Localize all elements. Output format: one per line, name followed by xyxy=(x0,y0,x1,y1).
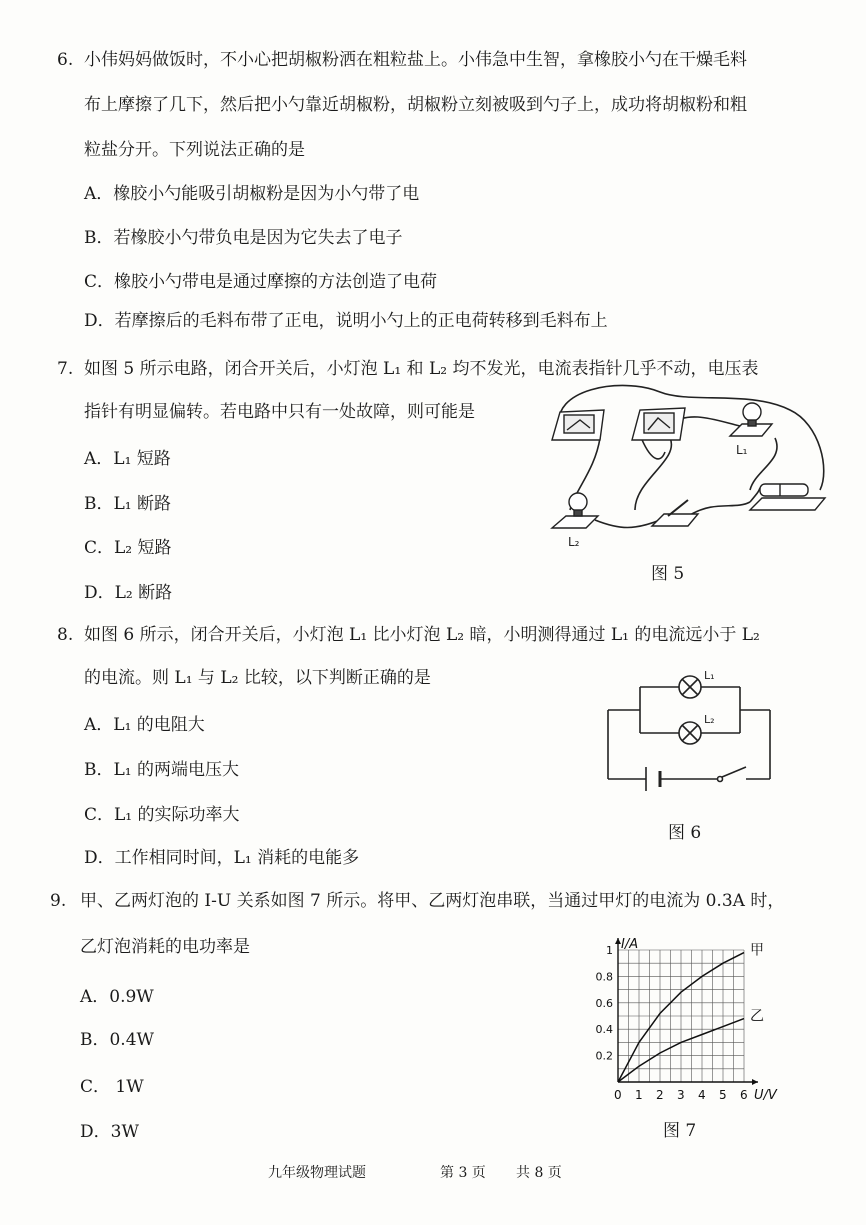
x-tick-label: 5 xyxy=(719,1088,727,1102)
footer-subject: 九年级物理试题 xyxy=(268,1165,366,1181)
lamp-l1-icon xyxy=(679,676,701,698)
question-8-option-b[interactable]: B．L₁ 的两端电压大 xyxy=(84,760,240,780)
figure-7-chart xyxy=(585,922,790,1107)
x-tick-label: 3 xyxy=(677,1088,685,1102)
x-axis-arrow xyxy=(752,1079,758,1085)
x-tick-label: 4 xyxy=(698,1088,706,1102)
question-7-option-a[interactable]: A．L₁ 短路 xyxy=(84,449,171,469)
figure-6-label-l1: L₁ xyxy=(704,669,715,682)
switch-icon xyxy=(652,500,698,526)
question-7-number: 7. xyxy=(57,359,74,379)
figure-5-label-l2: L₂ xyxy=(568,535,580,549)
bulb-l1-icon xyxy=(730,403,772,436)
chart-series xyxy=(618,943,764,1082)
question-7-option-c[interactable]: C．L₂ 短路 xyxy=(84,538,172,558)
question-9-option-d[interactable]: D．3W xyxy=(80,1122,139,1142)
question-7-line-1: 如图 5 所示电路，闭合开关后，小灯泡 L₁ 和 L₂ 均不发光，电流表指针几乎不动，电压表 xyxy=(84,359,759,379)
voltmeter-icon xyxy=(632,408,685,440)
switch-symbol-icon xyxy=(718,767,747,782)
x-axis-label: U/V xyxy=(754,1088,777,1103)
y-tick-label: 0.6 xyxy=(595,996,613,1010)
y-tick-label: 1 xyxy=(606,944,613,957)
series-label-0: 甲 xyxy=(750,942,764,959)
lamp-l2-icon xyxy=(679,722,701,744)
x-tick-label: 2 xyxy=(656,1088,664,1102)
question-9-number: 9. xyxy=(50,891,67,911)
bulb-l2-icon xyxy=(552,493,598,528)
x-tick-label: 0 xyxy=(614,1088,622,1102)
question-8-line-1: 如图 6 所示，闭合开关后，小灯泡 L₁ 比小灯泡 L₂ 暗，小明测得通过 L₁ 的电流远小于 L₂ xyxy=(84,625,760,645)
figure-6-caption: 图 6 xyxy=(668,823,702,843)
question-8-option-c[interactable]: C．L₁ 的实际功率大 xyxy=(84,805,240,825)
figure-6-schematic xyxy=(600,665,780,795)
question-6-line-2: 布上摩擦了几下，然后把小勺靠近胡椒粉，胡椒粉立刻被吸到勺子上，成功将胡椒粉和粗 xyxy=(84,95,747,115)
figure-5-label-l1: L₁ xyxy=(736,443,748,457)
question-6-option-d[interactable]: D．若摩擦后的毛料布带了正电，说明小勺上的正电荷转移到毛料布上 xyxy=(84,311,608,331)
figure-6-label-l2: L₂ xyxy=(704,713,715,726)
figure-5-caption: 图 5 xyxy=(651,564,685,584)
figure-7-caption: 图 7 xyxy=(663,1121,697,1141)
question-9-line-2: 乙灯泡消耗的电功率是 xyxy=(80,937,250,957)
footer-total: 共 8 页 xyxy=(516,1165,562,1181)
y-tick-label: 0.4 xyxy=(595,1023,613,1037)
y-tick-label: 0.2 xyxy=(595,1049,613,1063)
x-tick-label: 6 xyxy=(740,1088,748,1102)
question-6-number: 6. xyxy=(57,50,74,70)
question-8-option-d[interactable]: D．工作相同时间，L₁ 消耗的电能多 xyxy=(84,848,360,868)
y-axis-label: I/A xyxy=(621,937,639,952)
battery-symbol-icon xyxy=(646,767,660,791)
figure-5-circuit xyxy=(540,380,830,550)
question-6-option-c[interactable]: C．橡胶小勺带电是通过摩擦的方法创造了电荷 xyxy=(84,272,438,292)
footer-page: 第 3 页 xyxy=(440,1165,486,1181)
battery-icon xyxy=(750,484,825,510)
question-6-option-a[interactable]: A．橡胶小勺能吸引胡椒粉是因为小勺带了电 xyxy=(84,184,420,204)
question-6-line-3: 粒盐分开。下列说法正确的是 xyxy=(84,140,305,160)
question-6-line-1: 小伟妈妈做饭时，不小心把胡椒粉洒在粗粒盐上。小伟急中生智，拿橡胶小勺在干燥毛料 xyxy=(84,50,747,70)
question-7-line-2: 指针有明显偏转。若电路中只有一处故障，则可能是 xyxy=(84,402,475,422)
question-9-option-b[interactable]: B．0.4W xyxy=(80,1030,155,1050)
series-label-1: 乙 xyxy=(750,1008,764,1025)
question-8-number: 8. xyxy=(57,625,74,645)
chart-grid xyxy=(618,950,744,1082)
y-tick-label: 0.8 xyxy=(595,970,613,984)
question-7-option-b[interactable]: B．L₁ 断路 xyxy=(84,494,172,514)
question-7-option-d[interactable]: D．L₂ 断路 xyxy=(84,583,173,603)
question-9-option-c[interactable]: C． 1W xyxy=(80,1077,144,1097)
question-8-line-2: 的电流。则 L₁ 与 L₂ 比较，以下判断正确的是 xyxy=(84,668,431,688)
x-tick-label: 1 xyxy=(635,1088,643,1102)
question-8-option-a[interactable]: A．L₁ 的电阻大 xyxy=(84,715,205,735)
question-9-option-a[interactable]: A．0.9W xyxy=(80,987,154,1007)
question-6-option-b[interactable]: B．若橡胶小勺带负电是因为它失去了电子 xyxy=(84,228,403,248)
question-9-line-1: 甲、乙两灯泡的 I-U 关系如图 7 所示。将甲、乙两灯泡串联，当通过甲灯的电流为 0.3A 时， xyxy=(80,891,785,911)
ammeter-icon xyxy=(552,410,604,440)
